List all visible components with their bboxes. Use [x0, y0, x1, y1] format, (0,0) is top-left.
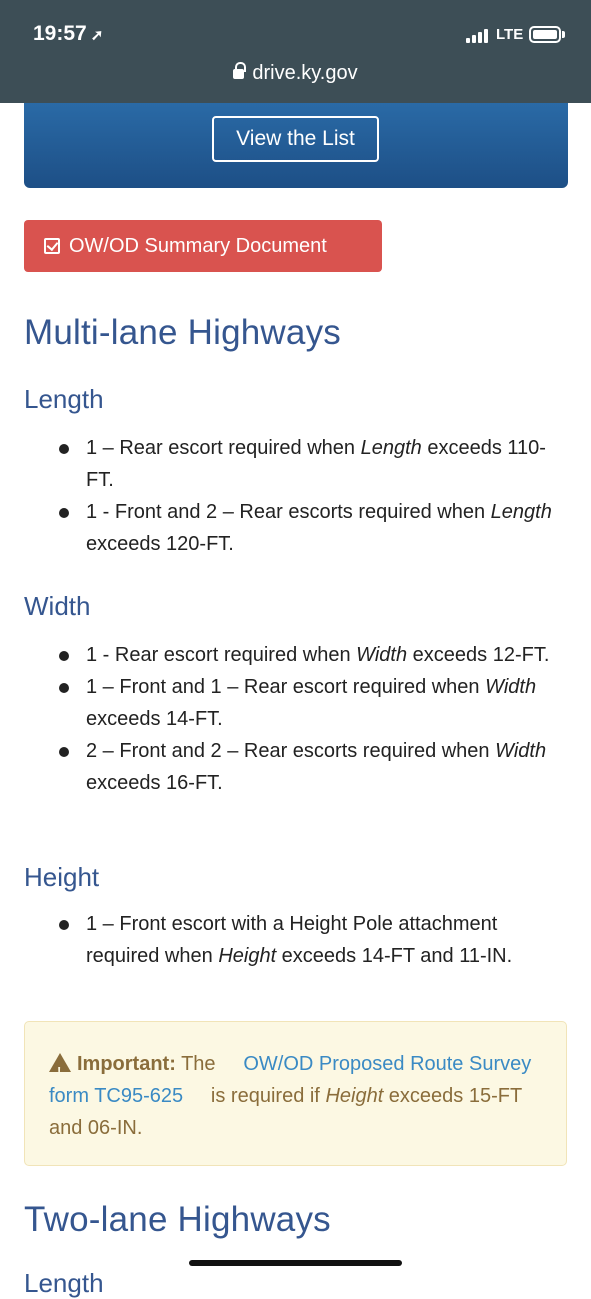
- home-indicator[interactable]: [189, 1260, 402, 1266]
- clock-text: 19:57: [33, 22, 87, 45]
- heading-length: Length: [24, 384, 104, 414]
- banner: [24, 103, 568, 188]
- width-list: [56, 639, 566, 799]
- summary-button-label: OW/OD Summary Document: [69, 234, 327, 257]
- list-item: 1 – Front escort with a Height Pole attachment required when Height exceeds 14-FT and 11-IN.: [56, 908, 566, 972]
- alert-strong: Important:: [77, 1053, 176, 1075]
- list-item: 2 – Front and 2 – Rear escorts required when Width exceeds 16-FT.: [56, 735, 566, 799]
- browser-status-bar: [0, 0, 591, 103]
- signal-strength-icon: [466, 29, 488, 43]
- section-title-two-lane: Two-lane Highways: [24, 1200, 331, 1239]
- height-list: [56, 908, 566, 972]
- location-arrow-icon: ➚: [90, 27, 104, 44]
- length-list: [56, 432, 566, 560]
- heading-length-partial: Length: [24, 1268, 104, 1298]
- clock: [33, 22, 103, 46]
- section-title-multi-lane: Multi-lane Highways: [24, 313, 341, 352]
- list-item: 1 – Rear escort required when Length exceeds 110-FT.: [56, 432, 566, 496]
- url-text: drive.ky.gov: [252, 62, 358, 84]
- battery-icon: [529, 26, 561, 43]
- heading-height: Height: [24, 862, 100, 892]
- owod-summary-document-button[interactable]: [24, 220, 382, 272]
- battery-tip: [562, 31, 565, 38]
- list-item: 1 – Front and 1 – Rear escort required when Width exceeds 14-FT.: [56, 671, 566, 735]
- view-the-list-button[interactable]: View the List: [212, 116, 379, 162]
- route-survey-form-link[interactable]: OW/OD Proposed Route Survey form TC95-625: [49, 1053, 532, 1107]
- alert-text: The: [175, 1053, 222, 1075]
- warning-icon: [49, 1053, 71, 1072]
- address-bar[interactable]: [0, 62, 591, 85]
- network-type: LTE: [496, 26, 524, 43]
- list-item: 1 - Rear escort required when Width exceeds 12-FT.: [56, 639, 566, 671]
- heading-width: Width: [24, 591, 91, 621]
- important-alert: [24, 1021, 567, 1166]
- list-item: 1 - Front and 2 – Rear escorts required when Length exceeds 120-FT.: [56, 496, 566, 560]
- checkbox-icon: [44, 238, 60, 254]
- lock-icon: [233, 69, 244, 79]
- alert-text: exceeds 15-FT and 06-IN.: [49, 1085, 522, 1139]
- alert-text: is required if: [205, 1085, 326, 1107]
- alert-emphasis: Height: [325, 1085, 384, 1107]
